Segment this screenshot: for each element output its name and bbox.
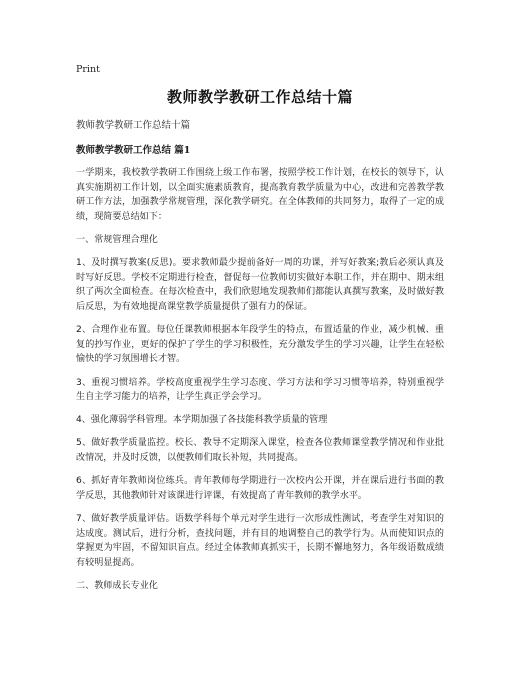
paragraph-item-1: 1、及时撰写教案(反思)。要求教师最少提前备好一周的功课，并写好教案;教后必须认真及时写好反思。学校不定期进行检查，督促每一位教师切实做好本职工作，并在期中、期末组织了两次全面检查。在每次检查中，我们欣慰地发现教师们都能认真撰写教案，及时做好教后反思，为有效地提高课堂教学质量提供了强有力的保证。 <box>76 258 444 312</box>
document-body <box>76 117 444 602</box>
section-one-heading: 一、常规管理合理化 <box>76 234 158 245</box>
paragraph-item-2: 2、合理作业布置。每位任课教师根据本年段学生的特点，布置适量的作业，减少机械、重复的抄写作业，更好的保护了学生的学习积极性，充分激发学生的学习兴趣，让学生在轻松愉快的学习氛围增长才智。 <box>76 325 444 365</box>
paragraph-item-4: 4、强化薄弱学科管理。本学期加强了各技能科教学质量的管理 <box>76 415 328 426</box>
paragraph-item-6: 6、抓好青年教师岗位练兵。青年教师每学期进行一次校内公开课，并在课后进行书面的教学反思，其他教师针对该课进行评课，有效提高了青年教师的教学水平。 <box>76 476 444 501</box>
section-two-heading: 二、教师成长专业化 <box>76 581 158 591</box>
section-heading: 教师教学教研工作总结 篇1 <box>76 145 191 156</box>
paragraph-item-5: 5、做好教学质量监控。校长、教导不定期深入课堂，检查各位教师课堂教学情况和作业批改情况，并及时反馈，以便教师们取长补短，共同提高。 <box>76 438 444 464</box>
print-link[interactable]: Print <box>76 64 100 75</box>
document-title: 教师教学教研工作总结十篇 <box>166 88 353 106</box>
document-subtitle: 教师教学教研工作总结十篇 <box>76 120 191 131</box>
paragraph-item-3: 3、重视习惯培养。学校高度重视学生学习态度、学习方法和学习习惯等培养，特别重视学生自主学习能力的培养，让学生真正学会学习。 <box>76 377 444 403</box>
intro-paragraph: 一学期来，我校教学教研工作围绕上级工作布署，按照学校工作计划，在校长的领导下，认真实施期初工作计划，以全面实施素质教育，提高教育教学质量为中心，改进和完善教学教研工作方法，加强教学常规管理，深化教学研究。在全体教师的共同努力，取得了一定的成绩，现简要总结如下： <box>76 168 444 222</box>
paragraph-item-7: 7、做好教学质量评估。语数学科每个单元对学生进行一次形成性测试，考查学生对知识的达成度。测试后，进行分析，查找问题，并有目的地调整自己的教学行为。从而使知识点的掌握更为牢固，不留知识盲点。经过全体教师真抓实干，长期不懈地努力，各年级语数成绩有较明显提高。 <box>76 514 444 568</box>
